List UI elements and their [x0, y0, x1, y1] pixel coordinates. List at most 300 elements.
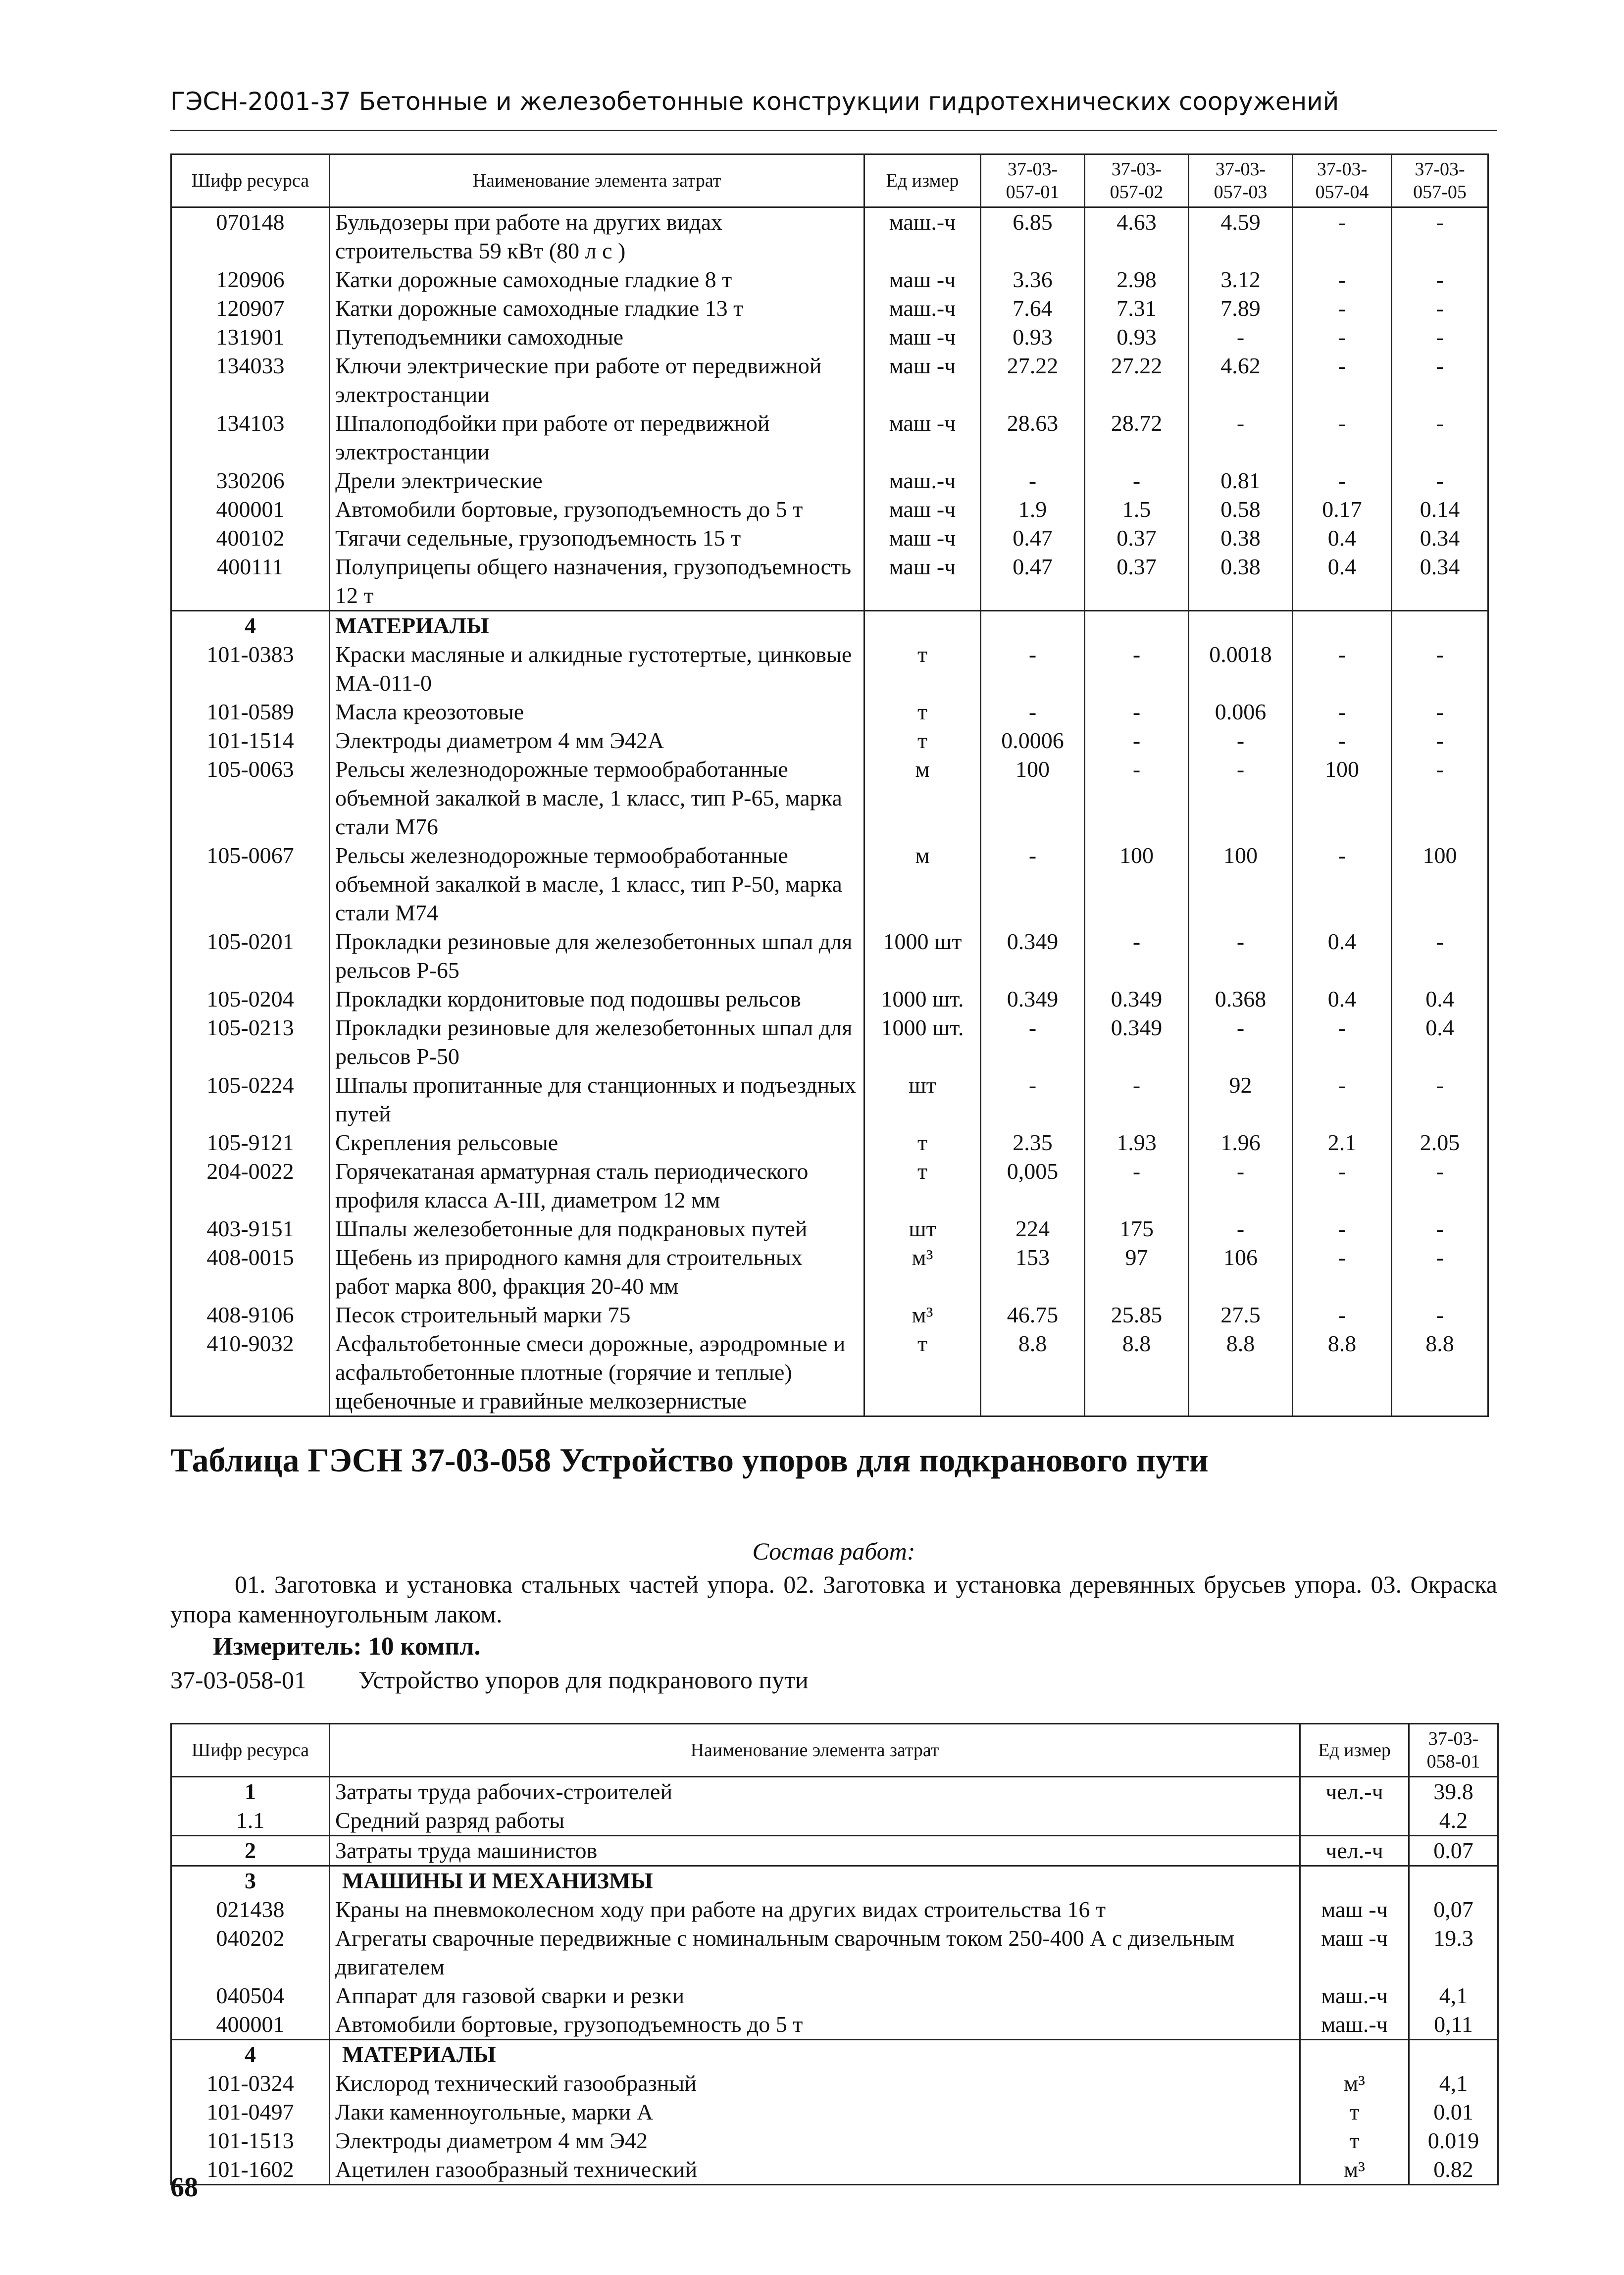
cell-value: 0.0006: [981, 726, 1085, 755]
meter-line: Измеритель: 10 компл.: [213, 1632, 481, 1661]
cell-value: 8.8: [981, 1329, 1085, 1416]
table-row: [171, 2010, 1498, 2040]
cell-unit: т: [1300, 2126, 1409, 2155]
cell-name: Средний разряд работы: [330, 1806, 1300, 1836]
table-row: [171, 755, 1488, 841]
cell-value: 0.349: [981, 985, 1085, 1013]
cell-name: Шпалы железобетонные для подкрановых путей: [330, 1214, 864, 1243]
cell-value: 0.34: [1392, 553, 1488, 611]
cell-unit: маш -ч: [864, 553, 981, 611]
cell-value: 7.64: [981, 294, 1085, 323]
column-header: 37-03- 057-01: [981, 154, 1085, 207]
cell-value: -: [1189, 755, 1293, 841]
cell-unit: чел.-ч: [1300, 1836, 1409, 1866]
cell-value: -: [1392, 207, 1488, 266]
cell-value: 8.8: [1293, 1329, 1392, 1416]
cell-code: 040202: [171, 1924, 330, 1981]
cell-name: Горячекатаная арматурная сталь периодического профиля класса А-III, диаметром 12 мм: [330, 1157, 864, 1214]
cell-unit: маш -ч: [864, 495, 981, 524]
column-header: 37-03- 057-05: [1392, 154, 1488, 207]
cell-unit: маш.-ч: [864, 207, 981, 266]
cell-value: -: [1392, 1214, 1488, 1243]
cell-unit: [1300, 1806, 1409, 1836]
cell-value: -: [1085, 726, 1189, 755]
cell-value: 0.4: [1392, 985, 1488, 1013]
cell-value: 1.96: [1189, 1128, 1293, 1157]
cell-name: Аппарат для газовой сварки и резки: [330, 1981, 1300, 2010]
cell-value: 28.63: [981, 409, 1085, 466]
cell-code: 040504: [171, 1981, 330, 2010]
cell-value: 27.5: [1189, 1301, 1293, 1329]
cell-value: -: [1189, 323, 1293, 352]
cell-value: -: [1293, 265, 1392, 294]
table-row: [171, 1895, 1498, 1924]
cell-value: 1.93: [1085, 1128, 1189, 1157]
cell-value: 0.17: [1293, 495, 1392, 524]
cell-unit: маш -ч: [864, 352, 981, 409]
cell-code: 105-0201: [171, 927, 330, 985]
table-row: [171, 927, 1488, 985]
cell-name: Краски масляные и алкидные густотертые, цинковые МА-011-0: [330, 640, 864, 698]
cell-value: 0.349: [1085, 1013, 1189, 1071]
cell-value: 0.4: [1293, 524, 1392, 553]
table-row: [171, 640, 1488, 698]
cell-value: -: [1392, 698, 1488, 726]
cell-value: -: [1085, 1071, 1189, 1128]
table-row: [171, 1071, 1488, 1128]
cell-code: 105-0204: [171, 985, 330, 1013]
cell-code: 101-1514: [171, 726, 330, 755]
cell-name: Щебень из природного камня для строительных работ марка 800, фракция 20-40 мм: [330, 1243, 864, 1301]
cell-unit: 1000 шт.: [864, 985, 981, 1013]
cell-value: -: [1189, 1157, 1293, 1214]
cell-unit: т: [864, 726, 981, 755]
cell-value: -: [1392, 294, 1488, 323]
cell-code: 4: [171, 2040, 330, 2070]
cell-value: 0.4: [1293, 553, 1392, 611]
cell-value: 2.1: [1293, 1128, 1392, 1157]
table-row: [171, 294, 1488, 323]
cell-code: 101-1602: [171, 2155, 330, 2185]
table-row: [171, 1981, 1498, 2010]
cell-name: Бульдозеры при работе на других видах строительства 59 кВт (80 л с ): [330, 207, 864, 266]
cell-name: Тягачи седельные, грузоподъемность 15 т: [330, 524, 864, 553]
cell-unit: маш.-ч: [864, 466, 981, 495]
cell-code: 021438: [171, 1895, 330, 1924]
cell-code: 4: [171, 611, 330, 641]
cell-value: 0,07: [1409, 1895, 1498, 1924]
table-row: [171, 1301, 1488, 1329]
cell-value: 6.85: [981, 207, 1085, 266]
cell-name: Электроды диаметром 4 мм Э42А: [330, 726, 864, 755]
cell-name: Ключи электрические при работе от передвижной электростанции: [330, 352, 864, 409]
cell-value: 0,005: [981, 1157, 1085, 1214]
table-row: [171, 1214, 1488, 1243]
cell-value: 0.37: [1085, 553, 1189, 611]
cell-value: -: [981, 698, 1085, 726]
table-row: [171, 841, 1488, 927]
cell-value: 2.35: [981, 1128, 1085, 1157]
cell-value: 0.47: [981, 524, 1085, 553]
cell-value: -: [1293, 841, 1392, 927]
cell-value: 0.019: [1409, 2126, 1498, 2155]
cell-value: -: [1085, 640, 1189, 698]
cell-value: [1189, 611, 1293, 641]
cell-value: -: [1189, 1214, 1293, 1243]
cell-value: 0.006: [1189, 698, 1293, 726]
cell-value: -: [981, 640, 1085, 698]
table-row: [171, 698, 1488, 726]
cell-code: 105-0063: [171, 755, 330, 841]
cell-name: Масла креозотовые: [330, 698, 864, 726]
cell-value: -: [1293, 1013, 1392, 1071]
cell-code: 131901: [171, 323, 330, 352]
cell-unit: маш -ч: [1300, 1924, 1409, 1981]
cell-value: 0.4: [1293, 927, 1392, 985]
cell-value: 1.9: [981, 495, 1085, 524]
table-row: [171, 726, 1488, 755]
cell-name: Катки дорожные самоходные гладкие 8 т: [330, 265, 864, 294]
cell-code: 105-9121: [171, 1128, 330, 1157]
cell-value: 0.38: [1189, 553, 1293, 611]
table-row: [171, 323, 1488, 352]
table-row: [171, 985, 1488, 1013]
cell-value: -: [1392, 640, 1488, 698]
resource-table-057: [170, 153, 1489, 1417]
cell-value: -: [1392, 1071, 1488, 1128]
cell-value: 224: [981, 1214, 1085, 1243]
cell-value: -: [1189, 726, 1293, 755]
table-title: Таблица ГЭСН 37-03-058 Устройство упоров для подкранового пути: [170, 1441, 1209, 1479]
cell-value: 8.8: [1085, 1329, 1189, 1416]
sub-name: Устройство упоров для подкранового пути: [358, 1666, 809, 1694]
cell-value: 0.349: [981, 927, 1085, 985]
cell-value: 0.93: [981, 323, 1085, 352]
cell-value: 0.14: [1392, 495, 1488, 524]
cell-value: 46.75: [981, 1301, 1085, 1329]
cell-value: 28.72: [1085, 409, 1189, 466]
subheading: [170, 1668, 809, 1692]
cell-unit: м³: [864, 1243, 981, 1301]
cell-value: 27.22: [981, 352, 1085, 409]
table-header: [171, 1724, 1498, 1777]
composition-text: 01. Заготовка и установка стальных частей упора. 02. Заготовка и установка деревянных брусьев упора. 03. Окраска упора каменноугольным лаком.: [170, 1570, 1497, 1628]
cell-value: 4.59: [1189, 207, 1293, 266]
cell-code: 101-1513: [171, 2126, 330, 2155]
table-row: [171, 1777, 1498, 1807]
table-row: [171, 495, 1488, 524]
cell-value: [1409, 2040, 1498, 2070]
cell-unit: чел.-ч: [1300, 1777, 1409, 1807]
cell-value: [1392, 611, 1488, 641]
cell-unit: т: [1300, 2098, 1409, 2126]
cell-value: -: [1085, 755, 1189, 841]
cell-code: 400001: [171, 495, 330, 524]
cell-name: Асфальтобетонные смеси дорожные, аэродромные и асфальтобетонные плотные (горячие и теплые) щебеночные и гравийные мелкозернистые: [330, 1329, 864, 1416]
table-row: [171, 1128, 1488, 1157]
cell-code: 410-9032: [171, 1329, 330, 1416]
cell-value: 8.8: [1189, 1329, 1293, 1416]
cell-value: 4,1: [1409, 2069, 1498, 2098]
table-row: [171, 1013, 1488, 1071]
cell-value: 3.36: [981, 265, 1085, 294]
column-header: Ед измер: [1300, 1724, 1409, 1777]
cell-value: [981, 611, 1085, 641]
table-row: [171, 265, 1488, 294]
cell-value: -: [1293, 409, 1392, 466]
cell-name: Прокладки резиновые для железобетонных шпал для рельсов Р-65: [330, 927, 864, 985]
cell-value: 0.47: [981, 553, 1085, 611]
cell-value: 100: [1293, 755, 1392, 841]
table-row: [171, 2155, 1498, 2185]
cell-value: 175: [1085, 1214, 1189, 1243]
composition-heading: Состав работ:: [752, 1537, 915, 1565]
cell-name: Агрегаты сварочные передвижные с номинальным сварочным током 250-400 А с дизельным двигателем: [330, 1924, 1300, 1981]
cell-name: Краны на пневмоколесном ходу при работе на других видах строительства 16 т: [330, 1895, 1300, 1924]
cell-unit: т: [864, 1157, 981, 1214]
cell-name: Полуприцепы общего назначения, грузоподъемность 12 т: [330, 553, 864, 611]
cell-value: -: [1293, 1214, 1392, 1243]
cell-value: -: [1392, 352, 1488, 409]
cell-value: -: [1392, 265, 1488, 294]
cell-value: -: [1293, 294, 1392, 323]
cell-value: -: [1085, 1157, 1189, 1214]
cell-value: -: [1293, 466, 1392, 495]
cell-value: 0.34: [1392, 524, 1488, 553]
cell-code: 408-0015: [171, 1243, 330, 1301]
cell-name: Путеподъемники самоходные: [330, 323, 864, 352]
cell-code: 2: [171, 1836, 330, 1866]
cell-value: -: [1293, 698, 1392, 726]
cell-value: 1.5: [1085, 495, 1189, 524]
column-header: Шифр ресурса: [171, 1724, 330, 1777]
cell-value: -: [1392, 1243, 1488, 1301]
cell-name: Автомобили бортовые, грузоподъемность до 5 т: [330, 2010, 1300, 2040]
cell-code: 105-0213: [171, 1013, 330, 1071]
cell-value: 0,11: [1409, 2010, 1498, 2040]
table-row: [171, 409, 1488, 466]
cell-unit: м: [864, 755, 981, 841]
cell-unit: т: [864, 640, 981, 698]
cell-value: -: [1392, 409, 1488, 466]
table-row: [171, 2069, 1498, 2098]
header-rule: [170, 130, 1497, 131]
cell-name: МАТЕРИАЛЫ: [330, 611, 864, 641]
cell-code: 1: [171, 1777, 330, 1807]
cell-unit: маш -ч: [864, 409, 981, 466]
cell-value: 100: [1189, 841, 1293, 927]
cell-code: 120907: [171, 294, 330, 323]
cell-unit: м³: [864, 1301, 981, 1329]
cell-value: 0.07: [1409, 1836, 1498, 1866]
cell-value: 0.82: [1409, 2155, 1498, 2185]
cell-code: 204-0022: [171, 1157, 330, 1214]
cell-name: Скрепления рельсовые: [330, 1128, 864, 1157]
cell-unit: 1000 шт.: [864, 1013, 981, 1071]
sub-code: 37-03-058-01: [170, 1666, 306, 1694]
cell-name: Лаки каменноугольные, марки А: [330, 2098, 1300, 2126]
cell-code: 101-0589: [171, 698, 330, 726]
page-number: 68: [170, 2172, 198, 2203]
cell-value: 106: [1189, 1243, 1293, 1301]
cell-name: Прокладки кордонитовые под подошвы рельсов: [330, 985, 864, 1013]
cell-unit: маш -ч: [1300, 1895, 1409, 1924]
cell-value: 0.81: [1189, 466, 1293, 495]
cell-value: 4.62: [1189, 352, 1293, 409]
cell-value: 2.98: [1085, 265, 1189, 294]
cell-code: 400111: [171, 553, 330, 611]
table-row: [171, 2126, 1498, 2155]
cell-value: -: [1392, 323, 1488, 352]
cell-value: -: [1085, 927, 1189, 985]
cell-unit: маш.-ч: [1300, 1981, 1409, 2010]
column-header: 37-03- 057-03: [1189, 154, 1293, 207]
cell-value: -: [1189, 1013, 1293, 1071]
cell-value: -: [1189, 927, 1293, 985]
table-row: [171, 1806, 1498, 1836]
cell-value: 4.2: [1409, 1806, 1498, 1836]
cell-value: -: [981, 466, 1085, 495]
cell-value: -: [1189, 409, 1293, 466]
cell-value: 0.368: [1189, 985, 1293, 1013]
cell-unit: м³: [1300, 2069, 1409, 2098]
table-row: [171, 524, 1488, 553]
column-header: 37-03- 057-02: [1085, 154, 1189, 207]
cell-value: -: [1392, 466, 1488, 495]
cell-value: 100: [981, 755, 1085, 841]
cell-code: 134033: [171, 352, 330, 409]
cell-value: -: [1392, 1301, 1488, 1329]
cell-value: -: [981, 841, 1085, 927]
cell-unit: маш -ч: [864, 524, 981, 553]
cell-value: -: [1392, 755, 1488, 841]
cell-name: Дрели электрические: [330, 466, 864, 495]
cell-value: -: [1392, 1157, 1488, 1214]
cell-value: 3.12: [1189, 265, 1293, 294]
cell-unit: м³: [1300, 2155, 1409, 2185]
cell-value: 25.85: [1085, 1301, 1189, 1329]
cell-unit: т: [864, 1128, 981, 1157]
column-header: 37-03- 057-04: [1293, 154, 1392, 207]
cell-value: [1409, 1866, 1498, 1896]
cell-unit: [1300, 2040, 1409, 2070]
cell-name: Песок строительный марки 75: [330, 1301, 864, 1329]
cell-code: 105-0224: [171, 1071, 330, 1128]
cell-value: 153: [981, 1243, 1085, 1301]
cell-code: 403-9151: [171, 1214, 330, 1243]
cell-unit: 1000 шт: [864, 927, 981, 985]
cell-code: 070148: [171, 207, 330, 266]
table-row: [171, 1924, 1498, 1981]
cell-name: Ацетилен газообразный технический: [330, 2155, 1300, 2185]
cell-value: 39.8: [1409, 1777, 1498, 1807]
cell-name: Рельсы железнодорожные термообработанные объемной закалкой в масле, 1 класс, тип Р-50, марка стали М74: [330, 841, 864, 927]
cell-value: 97: [1085, 1243, 1189, 1301]
cell-code: 101-0324: [171, 2069, 330, 2098]
cell-value: 0.37: [1085, 524, 1189, 553]
cell-code: 400102: [171, 524, 330, 553]
column-header: Шифр ресурса: [171, 154, 330, 207]
cell-code: 101-0383: [171, 640, 330, 698]
table-row: [171, 1243, 1488, 1301]
cell-value: -: [1293, 640, 1392, 698]
cell-unit: маш.-ч: [1300, 2010, 1409, 2040]
cell-code: 408-9106: [171, 1301, 330, 1329]
table-row: [171, 466, 1488, 495]
table-row: [171, 1836, 1498, 1866]
cell-value: 100: [1085, 841, 1189, 927]
cell-value: 4,1: [1409, 1981, 1498, 2010]
cell-name: Шпалоподбойки при работе от передвижной электростанции: [330, 409, 864, 466]
cell-unit: т: [864, 1329, 981, 1416]
cell-name: Автомобили бортовые, грузоподъемность до 5 т: [330, 495, 864, 524]
cell-value: 0.4: [1392, 1013, 1488, 1071]
cell-unit: шт: [864, 1214, 981, 1243]
cell-value: 8.8: [1392, 1329, 1488, 1416]
cell-unit: т: [864, 698, 981, 726]
cell-unit: [864, 611, 981, 641]
cell-code: 120906: [171, 265, 330, 294]
cell-value: -: [1085, 466, 1189, 495]
cell-value: 7.89: [1189, 294, 1293, 323]
cell-name: Шпалы пропитанные для станционных и подъездных путей: [330, 1071, 864, 1128]
table-row: [171, 352, 1488, 409]
cell-code: 105-0067: [171, 841, 330, 927]
cell-unit: [1300, 1866, 1409, 1896]
cell-code: 400001: [171, 2010, 330, 2040]
cell-code: 3: [171, 1866, 330, 1896]
column-header: Наименование элемента затрат: [330, 154, 864, 207]
cell-value: -: [1392, 927, 1488, 985]
cell-name: МАШИНЫ И МЕХАНИЗМЫ: [330, 1866, 1300, 1896]
cell-name: Затраты труда машинистов: [330, 1836, 1300, 1866]
table-row: [171, 1329, 1488, 1416]
table-row: [171, 2098, 1498, 2126]
cell-unit: м: [864, 841, 981, 927]
cell-value: 92: [1189, 1071, 1293, 1128]
cell-value: -: [1293, 1243, 1392, 1301]
cell-value: 27.22: [1085, 352, 1189, 409]
table-header: [171, 154, 1488, 207]
table-row: [171, 611, 1488, 641]
column-header: Ед измер: [864, 154, 981, 207]
cell-name: Рельсы железнодорожные термообработанные объемной закалкой в масле, 1 класс, тип Р-65, марка стали М76: [330, 755, 864, 841]
cell-value: [1085, 611, 1189, 641]
cell-name: Прокладки резиновые для железобетонных шпал для рельсов Р-50: [330, 1013, 864, 1071]
column-header: Наименование элемента затрат: [330, 1724, 1300, 1777]
table-row: [171, 1157, 1488, 1214]
cell-value: -: [1085, 698, 1189, 726]
cell-code: 134103: [171, 409, 330, 466]
cell-value: -: [1293, 323, 1392, 352]
cell-value: 0.01: [1409, 2098, 1498, 2126]
cell-value: 0.93: [1085, 323, 1189, 352]
cell-value: -: [1392, 726, 1488, 755]
cell-value: [1293, 611, 1392, 641]
table-row: [171, 1866, 1498, 1896]
cell-value: 19.3: [1409, 1924, 1498, 1981]
cell-name: Электроды диаметром 4 мм Э42: [330, 2126, 1300, 2155]
table-row: [171, 207, 1488, 266]
cell-name: МАТЕРИАЛЫ: [330, 2040, 1300, 2070]
cell-unit: шт: [864, 1071, 981, 1128]
cell-value: 100: [1392, 841, 1488, 927]
cell-value: -: [1293, 1157, 1392, 1214]
cell-value: -: [1293, 207, 1392, 266]
cell-value: 0.58: [1189, 495, 1293, 524]
running-header: ГЭСН-2001-37 Бетонные и железобетонные конструкции гидротехнических сооружений: [170, 87, 1339, 116]
resource-table-058: [170, 1723, 1499, 2185]
